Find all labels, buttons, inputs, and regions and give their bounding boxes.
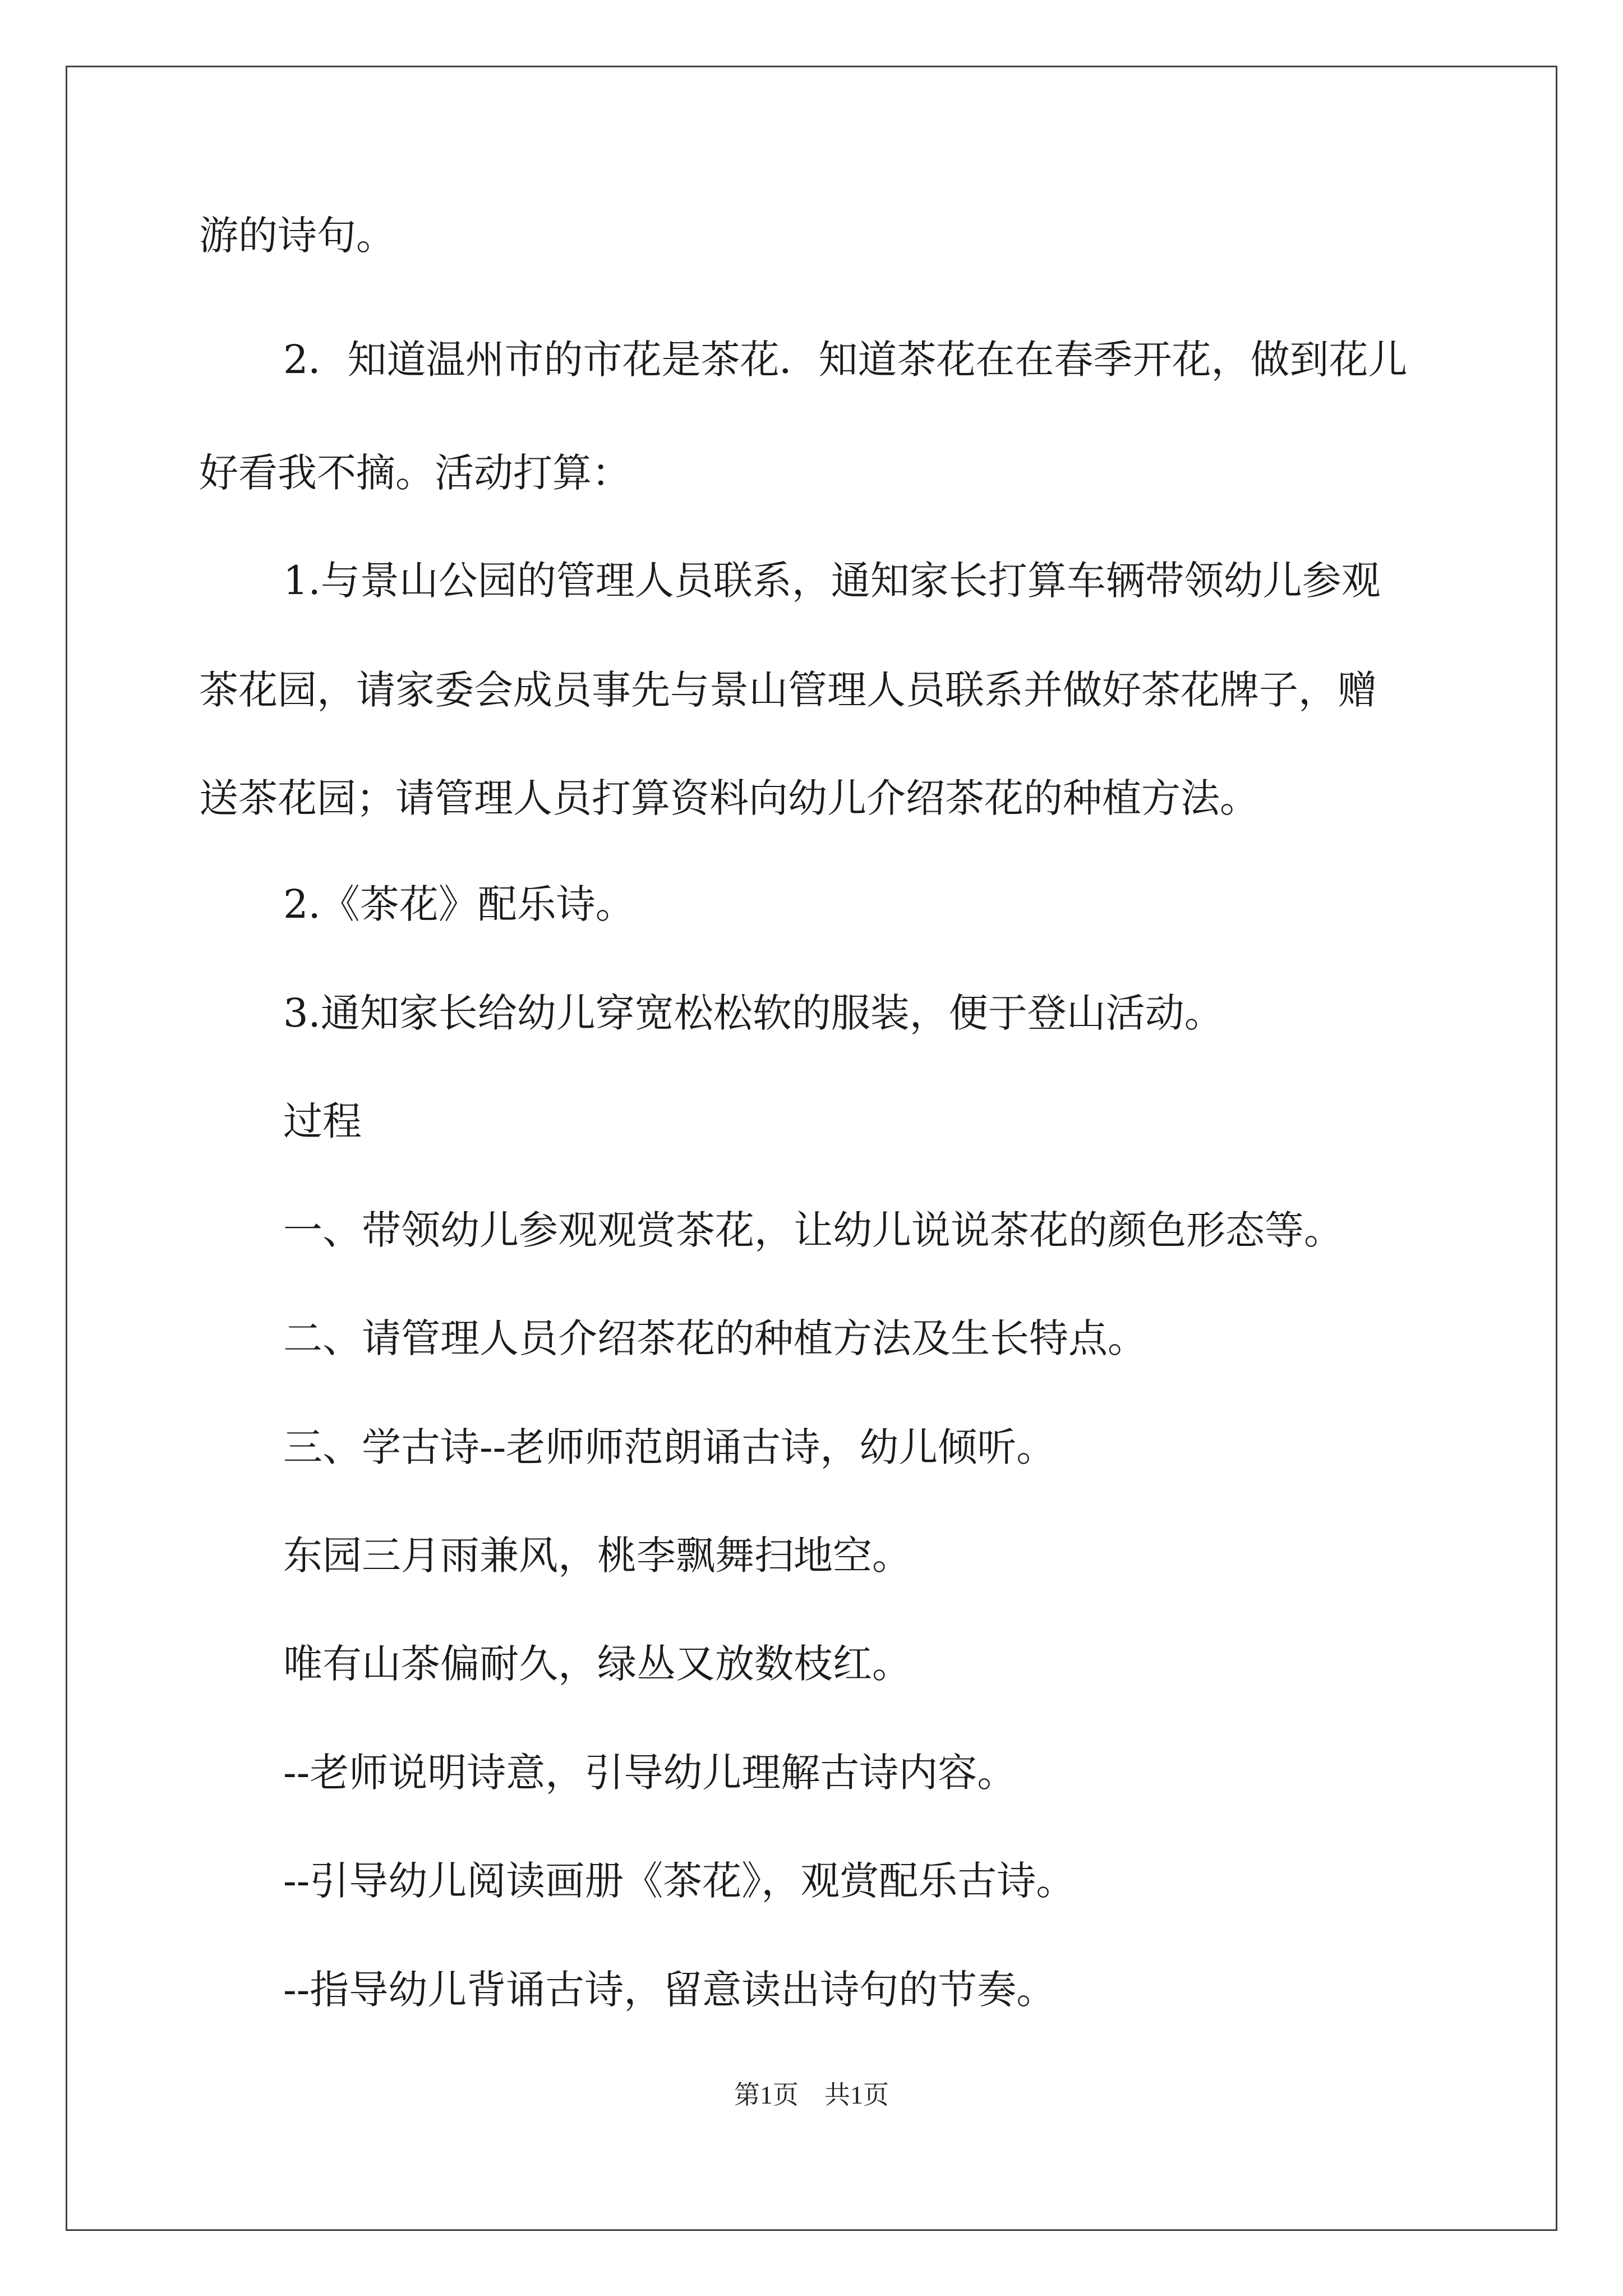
poem-line-2: 唯有山茶偏耐久，绿丛又放数枝红。 bbox=[283, 1641, 911, 1687]
section-heading-process: 过程 bbox=[283, 1098, 362, 1144]
paragraph-line-7: 2.《茶花》配乐诗。 bbox=[283, 881, 635, 927]
paragraph-line-8: 3.通知家长给幼儿穿宽松松软的服装，便于登山活动。 bbox=[283, 990, 1224, 1036]
paragraph-line-2: 2．知道温州市的市花是茶花．知道茶花在在春季开花，做到花儿 bbox=[283, 337, 1408, 383]
paragraph-line-4: 1.与景山公园的管理人员联系，通知家长打算车辆带领幼儿参观 bbox=[283, 558, 1381, 604]
paragraph-line-16: --引导幼儿阅读画册《茶花》，观赏配乐古诗。 bbox=[283, 1858, 1076, 1904]
paragraph-line-1: 游的诗句。 bbox=[199, 213, 395, 259]
page-border bbox=[66, 66, 1557, 2231]
paragraph-line-15: --老师说明诗意，引导幼儿理解古诗内容。 bbox=[283, 1750, 1017, 1796]
poem-line-1: 东园三月雨兼风，桃李飘舞扫地空。 bbox=[283, 1533, 911, 1579]
page-footer: 第1页 共1页 bbox=[734, 2081, 889, 2109]
paragraph-line-12: 三、学古诗--老师师范朗诵古诗，幼儿倾听。 bbox=[283, 1424, 1056, 1470]
paragraph-line-11: 二、请管理人员介绍茶花的种植方法及生长特点。 bbox=[283, 1315, 1147, 1361]
paragraph-line-5: 茶花园，请家委会成员事先与景山管理人员联系并做好茶花牌子，赠 bbox=[199, 667, 1377, 713]
paragraph-line-6: 送茶花园；请管理人员打算资料向幼儿介绍茶花的种植方法。 bbox=[199, 775, 1259, 821]
paragraph-line-10: 一、带领幼儿参观观赏茶花，让幼儿说说茶花的颜色形态等。 bbox=[283, 1207, 1343, 1253]
paragraph-line-17: --指导幼儿背诵古诗，留意读出诗句的节奏。 bbox=[283, 1967, 1056, 2013]
paragraph-line-3: 好看我不摘。活动打算： bbox=[199, 450, 631, 496]
